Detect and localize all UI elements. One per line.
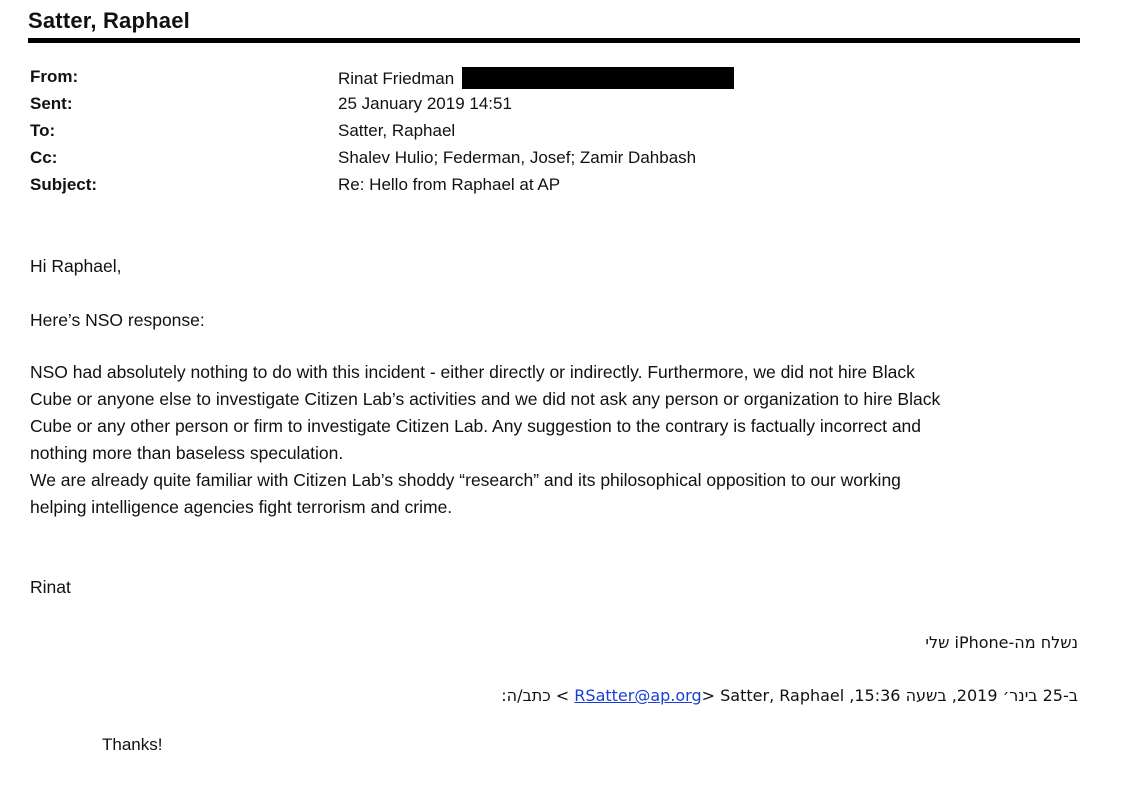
statement-line: Cube or anyone else to investigate Citizen Lab’s activities and we did not ask any person or organization to hire Black (30, 389, 941, 409)
to-label: To: (30, 121, 56, 140)
statement-line: We are already quite familiar with Citizen Lab’s shoddy “research” and its philosophical opposition to our working (30, 470, 901, 490)
to-value: Satter, Raphael (338, 121, 456, 140)
sent-value: 25 January 2019 14:51 (338, 94, 512, 113)
document-title: Satter, Raphael (28, 8, 190, 33)
statement (30, 359, 1090, 521)
quote-suffix: > כתב/ה: (501, 686, 570, 705)
statement-line: Cube or any other person or firm to investigate Citizen Lab. Any suggestion to the contrary is factually incorrect and (30, 416, 922, 436)
intro-line: Here’s NSO response: (30, 310, 205, 330)
cc-value: Shalev Hulio; Federman, Josef; Zamir Dahbash (338, 148, 697, 167)
statement-line: helping intelligence agencies fight terrorism and crime. (30, 497, 453, 517)
subject-label: Subject: (30, 175, 98, 194)
statement-line: NSO had absolutely nothing to do with this incident - either directly or indirectly. Furthermore, we did not hire Black (30, 362, 915, 382)
quote-header (501, 686, 1078, 705)
signature: Rinat (30, 577, 71, 597)
sent-label: Sent: (30, 94, 73, 113)
statement-line: nothing more than baseless speculation. (30, 443, 344, 463)
email-link[interactable]: RSatter@ap.org (574, 686, 702, 705)
subject-value: Re: Hello from Raphael at AP (338, 175, 561, 194)
cc-label: Cc: (30, 148, 58, 167)
greeting: Hi Raphael, (30, 256, 122, 276)
from-label: From: (30, 67, 79, 86)
title-divider (28, 38, 1080, 43)
quote-prefix: ב-25 בינר׳ 2019, בשעה 15:36, Satter, Raphael < (701, 686, 1078, 705)
redaction-bar (462, 67, 734, 89)
from-name: Rinat Friedman (338, 69, 455, 88)
sent-from-iphone: נשלח מה-iPhone שלי (925, 633, 1078, 652)
from-value (338, 67, 734, 89)
quoted-text: Thanks! (102, 735, 163, 754)
